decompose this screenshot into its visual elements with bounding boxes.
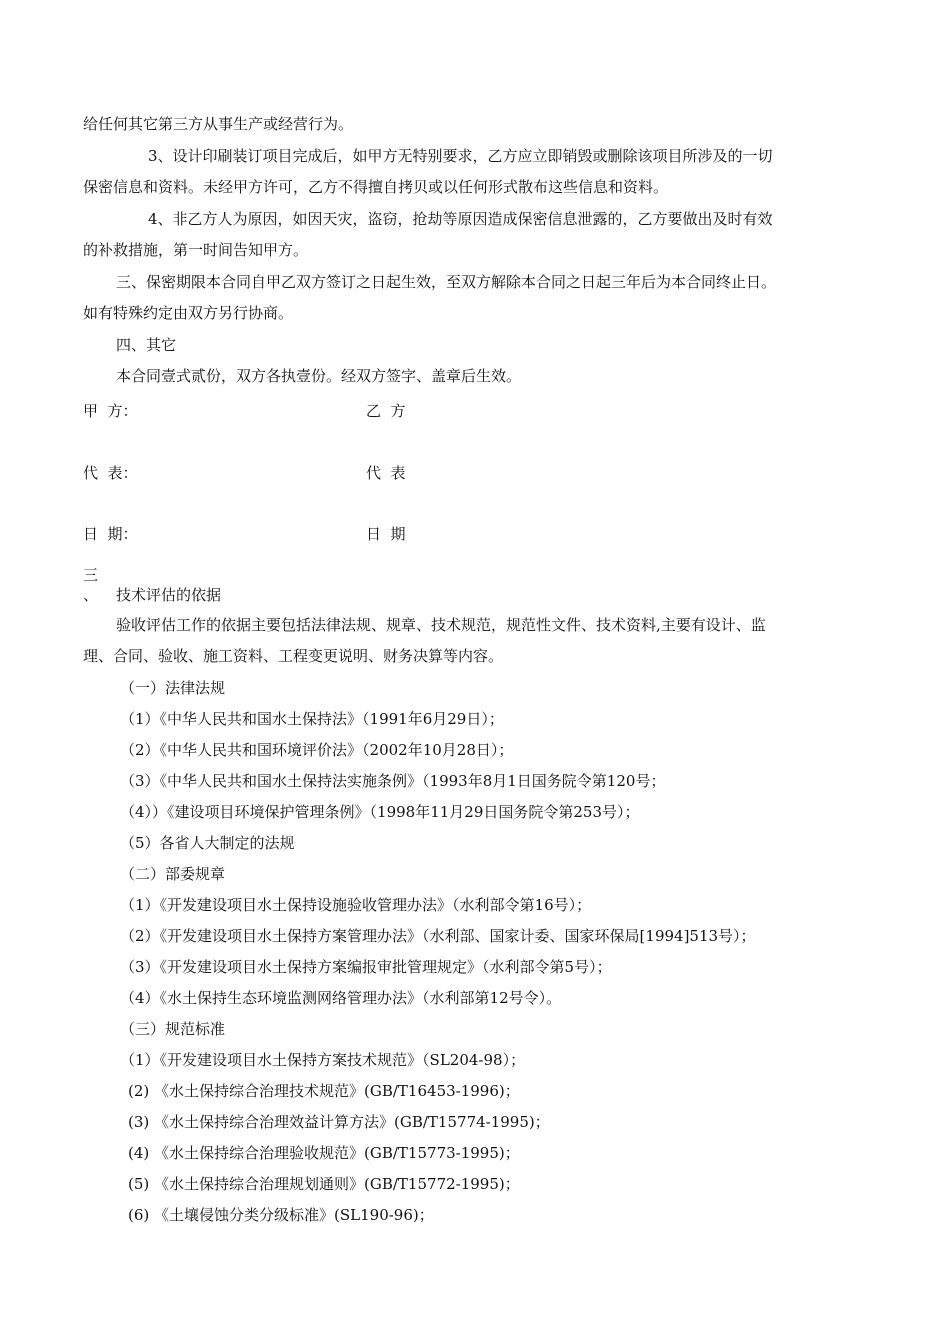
law-item: （5）各省人大制定的法规: [120, 834, 295, 852]
rep-a-label: 代 表：: [83, 464, 138, 482]
law-item: （3）《中华人民共和国水土保持法实施条例》（1993年8月1日国务院令第120号；: [120, 772, 666, 790]
rule-item: （3）《开发建设项目水土保持方案编报审批管理规定》（水利部令第5号）；: [120, 958, 612, 976]
clause-4-line: 4、非乙方人为原因，如因天灾，盗窃，抢劫等原因造成保密信息泄露的，乙方要做出及时有效: [148, 210, 773, 228]
clause-term-line: 三、保密期限本合同自甲乙双方签订之日起生效，至双方解除本合同之日起三年后为本合同终止日。: [116, 273, 777, 291]
law-item: （4））《建设项目环境保护管理条例》（1998年11月29日国务院令第253号）；: [120, 803, 640, 821]
standard-item: (6) 《土壤侵蚀分类分级标准》(SL190-96)；: [128, 1206, 434, 1224]
date-a-label: 日 期：: [83, 525, 138, 543]
party-a-label: 甲 方：: [83, 402, 138, 420]
section-three-title: 技术评估的依据: [116, 586, 222, 604]
paragraph-line: 如有特殊约定由双方另行协商。: [83, 304, 294, 322]
standard-item: (5) 《水土保持综合治理规划通则》(GB/T15772-1995)；: [128, 1175, 520, 1193]
paragraph-line: 保密信息和资料。未经甲方许可，乙方不得擅自拷贝或以任何形式散布这些信息和资料。: [83, 178, 669, 196]
laws-heading: （一）法律法规: [120, 679, 226, 697]
standard-item: （1）《开发建设项目水土保持方案技术规范》（SL204-98）；: [120, 1051, 526, 1069]
law-item: （2）《中华人民共和国环境评价法》（2002年10月28日）；: [120, 741, 514, 759]
standard-item: (4) 《水土保持综合治理验收规范》(GB/T15773-1995)；: [128, 1144, 520, 1162]
rep-b-label: 代 表: [366, 464, 406, 482]
paragraph-line: 本合同壹式贰份，双方各执壹份。经双方签字、盖章后生效。: [116, 367, 522, 385]
intro-line: 理、合同、验收、施工资料、工程变更说明、财务决算等内容。: [83, 647, 504, 665]
law-item: （1）《中华人民共和国水土保持法》（1991年6月29日）；: [120, 710, 504, 728]
section-three-separator: 、: [83, 586, 99, 604]
paragraph-line: 给任何其它第三方从事生产或经营行为。: [83, 115, 354, 133]
section-three-number: 三: [83, 566, 99, 584]
rules-heading: （二）部委规章: [120, 865, 226, 883]
rule-item: （1）《开发建设项目水土保持设施验收管理办法》（水利部令第16号）；: [120, 896, 592, 914]
party-b-label: 乙 方: [366, 402, 406, 420]
rule-item: （2）《开发建设项目水土保持方案管理办法》（水利部、国家计委、国家环保局[1994]513号）；: [120, 927, 756, 945]
date-b-label: 日 期: [366, 525, 406, 543]
standards-heading: （三）规范标准: [120, 1020, 226, 1038]
clause-3-line: 3、设计印刷装订项目完成后，如甲方无特别要求，乙方应立即销毁或删除该项目所涉及的一切: [148, 147, 773, 165]
paragraph-line: 的补救措施，第一时间告知甲方。: [83, 241, 309, 259]
standard-item: (2) 《水土保持综合治理技术规范》(GB/T16453-1996)；: [128, 1082, 520, 1100]
rule-item: （4）《水土保持生态环境监测网络管理办法》（水利部第12号令）。: [120, 989, 562, 1007]
intro-line: 验收评估工作的依据主要包括法律法规、规章、技术规范，规范性文件、技术资料,主要有设计、监: [116, 616, 766, 634]
section-four-heading: 四、其它: [116, 336, 177, 354]
standard-item: (3) 《水土保持综合治理效益计算方法》(GB/T15774-1995)；: [128, 1113, 550, 1131]
